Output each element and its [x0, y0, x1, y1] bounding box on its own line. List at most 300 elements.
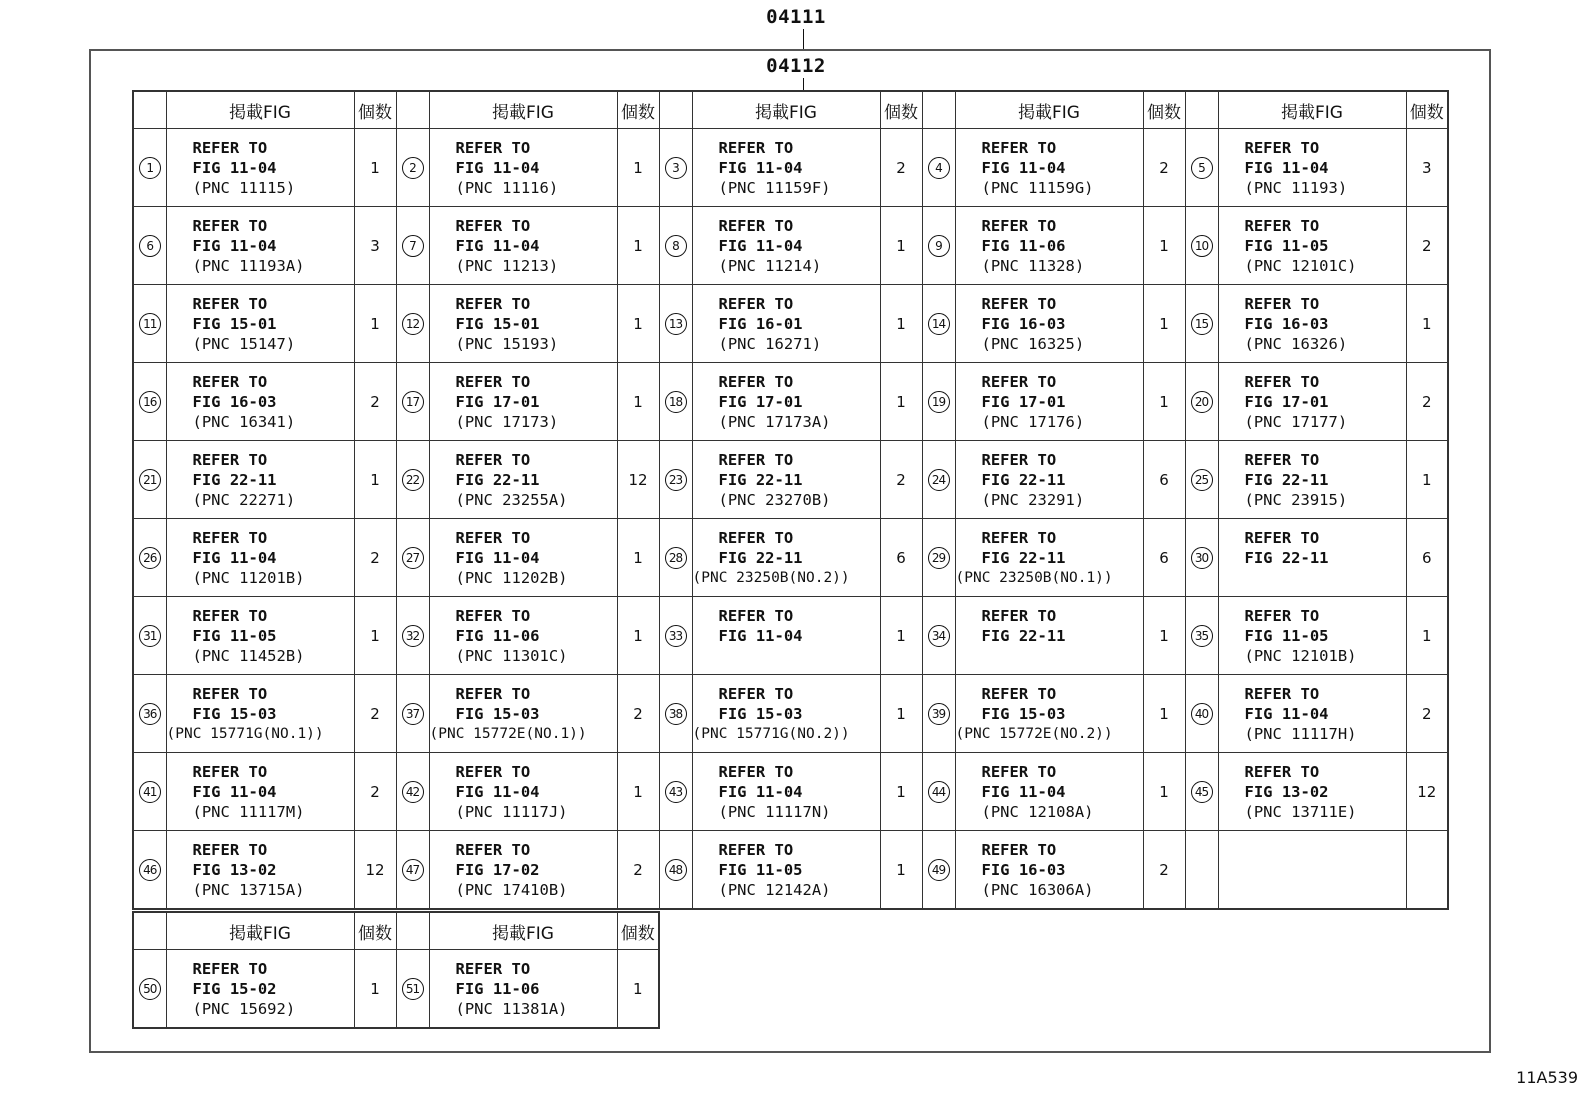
item-number-badge: 47	[402, 859, 424, 881]
item-number	[922, 207, 955, 285]
fig-number: FIG 11-04	[1244, 704, 1329, 723]
fig-number: FIG 17-01	[981, 392, 1066, 411]
pnc-number: (PNC 11214)	[718, 256, 822, 275]
item-quantity: 1	[617, 753, 659, 831]
pnc-number	[1219, 568, 1406, 588]
table-row	[133, 129, 1448, 207]
fig-reference	[166, 950, 354, 1029]
item-quantity: 6	[1406, 519, 1448, 597]
header-index-cell	[1185, 91, 1218, 129]
pnc-number: (PNC 23250B(NO.1))	[955, 569, 1113, 586]
item-quantity: 2	[1406, 207, 1448, 285]
fig-number: FIG 22-11	[718, 548, 803, 567]
fig-reference	[1218, 597, 1406, 675]
item-quantity: 6	[1143, 441, 1185, 519]
fig-number: FIG 15-02	[192, 979, 277, 998]
item-number-badge: 35	[1191, 625, 1213, 647]
item-number-badge: 15	[1191, 313, 1213, 335]
fig-reference	[955, 519, 1143, 597]
refer-to-label: REFER TO	[455, 138, 531, 157]
fig-reference	[955, 831, 1143, 910]
assembly-code: 04111	[766, 6, 826, 28]
item-number-badge: 33	[665, 625, 687, 647]
item-number-badge: 4	[928, 157, 950, 179]
item-quantity: 1	[880, 597, 922, 675]
item-number	[133, 519, 166, 597]
fig-number: FIG 11-04	[718, 158, 803, 177]
item-quantity: 1	[354, 597, 396, 675]
table-row	[133, 519, 1448, 597]
fig-number: FIG 22-11	[1244, 548, 1329, 567]
refer-to-label: REFER TO	[1244, 684, 1320, 703]
pnc-number: (PNC 17410B)	[455, 880, 568, 899]
header-fig: 掲載FIG	[955, 91, 1143, 129]
item-quantity	[1406, 831, 1448, 910]
item-number	[396, 207, 429, 285]
refer-to-label: REFER TO	[455, 606, 531, 625]
item-quantity: 2	[617, 831, 659, 910]
refer-to-label: REFER TO	[192, 450, 268, 469]
item-number	[922, 285, 955, 363]
item-number-badge: 29	[928, 547, 950, 569]
fig-number: FIG 22-11	[981, 548, 1066, 567]
item-number	[133, 597, 166, 675]
fig-reference	[692, 363, 880, 441]
item-quantity: 2	[354, 753, 396, 831]
pnc-number: (PNC 15771G(NO.1))	[166, 725, 324, 742]
fig-number: FIG 16-03	[981, 314, 1066, 333]
item-number	[133, 285, 166, 363]
item-quantity: 2	[1406, 363, 1448, 441]
fig-reference	[1218, 831, 1406, 910]
pnc-number: (PNC 16326)	[1244, 334, 1348, 353]
refer-to-label: REFER TO	[981, 372, 1057, 391]
pnc-number: (PNC 15772E(NO.1))	[429, 725, 587, 742]
reference-table-extra	[132, 911, 660, 1029]
item-number	[922, 831, 955, 910]
item-number	[922, 675, 955, 753]
refer-to-label: REFER TO	[192, 840, 268, 859]
item-quantity: 1	[617, 950, 659, 1029]
header-fig: 掲載FIG	[1218, 91, 1406, 129]
item-number	[133, 831, 166, 910]
item-number	[396, 753, 429, 831]
item-number-badge: 3	[665, 157, 687, 179]
pnc-number: (PNC 11301C)	[455, 646, 568, 665]
refer-to-label: REFER TO	[192, 762, 268, 781]
item-number	[1185, 285, 1218, 363]
pnc-number: (PNC 11193A)	[192, 256, 305, 275]
pnc-number: (PNC 17177)	[1244, 412, 1348, 431]
item-number-badge: 9	[928, 235, 950, 257]
item-number	[1185, 207, 1218, 285]
pnc-number: (PNC 15147)	[192, 334, 296, 353]
item-number	[133, 753, 166, 831]
refer-to-label: REFER TO	[718, 294, 794, 313]
pnc-number: (PNC 23270B)	[718, 490, 831, 509]
pnc-number: (PNC 23915)	[1244, 490, 1348, 509]
item-number-badge: 41	[139, 781, 161, 803]
item-number	[396, 597, 429, 675]
item-number-badge: 17	[402, 391, 424, 413]
item-number-badge: 50	[139, 978, 161, 1000]
item-number	[1185, 363, 1218, 441]
fig-reference	[429, 753, 617, 831]
item-number	[133, 675, 166, 753]
pnc-number: (PNC 11117H)	[1244, 724, 1357, 743]
fig-number: FIG 16-03	[192, 392, 277, 411]
fig-reference	[692, 597, 880, 675]
item-quantity: 1	[1143, 675, 1185, 753]
fig-reference	[955, 285, 1143, 363]
item-quantity: 1	[880, 207, 922, 285]
pnc-number: (PNC 15193)	[455, 334, 559, 353]
item-quantity: 2	[1143, 831, 1185, 910]
fig-number: FIG 11-06	[981, 236, 1066, 255]
pnc-number	[956, 646, 1143, 666]
fig-reference	[166, 363, 354, 441]
fig-number: FIG 11-06	[455, 979, 540, 998]
refer-to-label: REFER TO	[718, 216, 794, 235]
pnc-number: (PNC 11193)	[1244, 178, 1348, 197]
pnc-number: (PNC 16271)	[718, 334, 822, 353]
pnc-number: (PNC 11201B)	[192, 568, 305, 587]
fig-number: FIG 11-04	[455, 158, 540, 177]
fig-reference	[429, 285, 617, 363]
item-quantity: 6	[1143, 519, 1185, 597]
item-quantity: 2	[1143, 129, 1185, 207]
fig-reference	[166, 831, 354, 910]
item-number	[659, 519, 692, 597]
fig-reference	[166, 129, 354, 207]
header-qty: 個数	[880, 91, 922, 129]
item-number	[922, 363, 955, 441]
item-number-badge: 37	[402, 703, 424, 725]
refer-to-label: REFER TO	[192, 294, 268, 313]
item-number-badge: 1	[139, 157, 161, 179]
fig-number: FIG 11-04	[1244, 158, 1329, 177]
fig-reference	[429, 831, 617, 910]
fig-reference	[429, 207, 617, 285]
table-row	[133, 441, 1448, 519]
fig-number: FIG 17-01	[1244, 392, 1329, 411]
item-number	[133, 207, 166, 285]
item-number	[1185, 753, 1218, 831]
subassembly-code: 04112	[766, 55, 826, 77]
item-number-badge: 46	[139, 859, 161, 881]
item-number-badge: 5	[1191, 157, 1213, 179]
refer-to-label: REFER TO	[455, 762, 531, 781]
item-quantity: 1	[1143, 363, 1185, 441]
refer-to-label: REFER TO	[455, 372, 531, 391]
refer-to-label: REFER TO	[1244, 138, 1320, 157]
header-index-cell	[133, 91, 166, 129]
fig-reference	[429, 597, 617, 675]
refer-to-label: REFER TO	[455, 294, 531, 313]
pnc-number: (PNC 11381A)	[455, 999, 568, 1018]
header-index-cell	[922, 91, 955, 129]
item-number-badge: 51	[402, 978, 424, 1000]
item-number-badge: 45	[1191, 781, 1213, 803]
item-number-badge: 36	[139, 703, 161, 725]
refer-to-label: REFER TO	[718, 450, 794, 469]
fig-reference	[692, 441, 880, 519]
item-number	[659, 675, 692, 753]
item-number	[659, 441, 692, 519]
fig-number: FIG 11-04	[718, 626, 803, 645]
item-quantity: 1	[354, 129, 396, 207]
item-number-badge: 40	[1191, 703, 1213, 725]
fig-reference	[955, 441, 1143, 519]
fig-reference	[166, 207, 354, 285]
item-quantity: 1	[617, 519, 659, 597]
item-number	[396, 129, 429, 207]
item-quantity: 1	[1143, 753, 1185, 831]
pnc-number: (PNC 12142A)	[718, 880, 831, 899]
item-quantity: 2	[880, 129, 922, 207]
drawing-code: 11A539	[1516, 1068, 1578, 1087]
item-quantity: 1	[1406, 285, 1448, 363]
item-number-badge: 10	[1191, 235, 1213, 257]
refer-to-label: REFER TO	[192, 959, 268, 978]
item-quantity: 1	[617, 363, 659, 441]
item-number	[396, 363, 429, 441]
fig-number: FIG 11-05	[718, 860, 803, 879]
item-quantity: 12	[354, 831, 396, 910]
item-number-badge: 16	[139, 391, 161, 413]
pnc-number: (PNC 17173A)	[718, 412, 831, 431]
fig-reference	[429, 675, 617, 753]
item-number-badge: 44	[928, 781, 950, 803]
refer-to-label: REFER TO	[981, 294, 1057, 313]
fig-reference	[166, 285, 354, 363]
pnc-number: (PNC 23291)	[981, 490, 1085, 509]
table-row	[133, 363, 1448, 441]
item-number-badge: 6	[139, 235, 161, 257]
pnc-number: (PNC 11213)	[455, 256, 559, 275]
pnc-number: (PNC 15771G(NO.2))	[692, 725, 850, 742]
item-number-badge: 28	[665, 547, 687, 569]
item-number-badge: 14	[928, 313, 950, 335]
item-number	[659, 831, 692, 910]
fig-number: FIG 13-02	[1244, 782, 1329, 801]
fig-number: FIG 22-11	[718, 470, 803, 489]
fig-number: FIG 11-04	[455, 548, 540, 567]
item-number-badge: 8	[665, 235, 687, 257]
pnc-number: (PNC 11159G)	[981, 178, 1094, 197]
pnc-number: (PNC 13711E)	[1244, 802, 1357, 821]
refer-to-label: REFER TO	[718, 372, 794, 391]
refer-to-label: REFER TO	[192, 606, 268, 625]
fig-reference	[692, 129, 880, 207]
item-number	[1185, 519, 1218, 597]
item-quantity: 2	[354, 363, 396, 441]
item-quantity: 1	[354, 285, 396, 363]
item-number-badge: 22	[402, 469, 424, 491]
item-quantity: 1	[1143, 597, 1185, 675]
refer-to-label: REFER TO	[455, 528, 531, 547]
table-row	[133, 597, 1448, 675]
header-index-cell	[133, 912, 166, 950]
fig-reference	[429, 363, 617, 441]
item-number-badge: 23	[665, 469, 687, 491]
item-number-badge: 49	[928, 859, 950, 881]
refer-to-label: REFER TO	[981, 762, 1057, 781]
item-quantity: 1	[1143, 285, 1185, 363]
refer-to-label: REFER TO	[455, 216, 531, 235]
reference-table	[132, 90, 1449, 910]
refer-to-label: REFER TO	[455, 450, 531, 469]
item-number	[1185, 441, 1218, 519]
item-quantity: 1	[1143, 207, 1185, 285]
item-number-badge: 20	[1191, 391, 1213, 413]
header-index-cell	[659, 91, 692, 129]
header-qty: 個数	[617, 912, 659, 950]
item-quantity: 2	[1406, 675, 1448, 753]
refer-to-label: REFER TO	[981, 606, 1057, 625]
fig-number: FIG 17-01	[455, 392, 540, 411]
fig-reference	[692, 831, 880, 910]
header-qty: 個数	[1406, 91, 1448, 129]
fig-reference	[955, 207, 1143, 285]
item-quantity: 1	[880, 675, 922, 753]
fig-reference	[955, 597, 1143, 675]
fig-number: FIG 11-04	[718, 782, 803, 801]
fig-reference	[692, 285, 880, 363]
fig-number: FIG 22-11	[192, 470, 277, 489]
refer-to-label: REFER TO	[1244, 528, 1320, 547]
item-quantity: 2	[354, 519, 396, 597]
header-index-cell	[396, 912, 429, 950]
item-number	[922, 597, 955, 675]
fig-number: FIG 11-04	[718, 236, 803, 255]
item-quantity: 2	[617, 675, 659, 753]
header-fig: 掲載FIG	[429, 912, 617, 950]
item-number-badge: 25	[1191, 469, 1213, 491]
item-quantity: 1	[880, 285, 922, 363]
item-number	[659, 207, 692, 285]
item-quantity: 1	[354, 950, 396, 1029]
fig-number: FIG 15-03	[718, 704, 803, 723]
table-row	[133, 675, 1448, 753]
item-number-badge: 32	[402, 625, 424, 647]
item-number	[396, 519, 429, 597]
fig-number: FIG 11-04	[192, 782, 277, 801]
item-number	[396, 950, 429, 1029]
fig-reference	[429, 129, 617, 207]
pnc-number: (PNC 11117J)	[455, 802, 568, 821]
item-quantity: 1	[1406, 441, 1448, 519]
item-quantity: 1	[617, 129, 659, 207]
refer-to-label: REFER TO	[718, 606, 794, 625]
refer-to-label: REFER TO	[981, 450, 1057, 469]
refer-to-label: REFER TO	[192, 372, 268, 391]
refer-to-label: REFER TO	[192, 216, 268, 235]
leader-line-top	[803, 29, 804, 51]
fig-number: FIG 16-01	[718, 314, 803, 333]
table-row	[133, 753, 1448, 831]
item-number	[133, 441, 166, 519]
fig-number: FIG 17-02	[455, 860, 540, 879]
item-number	[396, 675, 429, 753]
fig-number: FIG 11-05	[192, 626, 277, 645]
fig-number: FIG 11-04	[455, 782, 540, 801]
fig-reference	[429, 950, 617, 1029]
item-number	[396, 831, 429, 910]
fig-reference	[1218, 753, 1406, 831]
fig-reference	[1218, 207, 1406, 285]
pnc-number: (PNC 11159F)	[718, 178, 831, 197]
header-fig: 掲載FIG	[166, 91, 354, 129]
fig-number: FIG 22-11	[1244, 470, 1329, 489]
fig-reference	[166, 441, 354, 519]
header-qty: 個数	[617, 91, 659, 129]
item-number	[1185, 597, 1218, 675]
fig-number: FIG 11-04	[981, 158, 1066, 177]
refer-to-label: REFER TO	[1244, 762, 1320, 781]
table-row	[133, 831, 1448, 910]
table-row	[133, 950, 659, 1029]
fig-number: FIG 22-11	[981, 470, 1066, 489]
pnc-number: (PNC 12108A)	[981, 802, 1094, 821]
item-number-badge: 26	[139, 547, 161, 569]
refer-to-label: REFER TO	[192, 684, 268, 703]
fig-number: FIG 15-01	[455, 314, 540, 333]
fig-number: FIG 11-06	[455, 626, 540, 645]
pnc-number: (PNC 16325)	[981, 334, 1085, 353]
fig-reference	[429, 441, 617, 519]
item-number	[922, 753, 955, 831]
item-number-badge: 42	[402, 781, 424, 803]
pnc-number: (PNC 11202B)	[455, 568, 568, 587]
item-number	[1185, 675, 1218, 753]
item-quantity: 1	[880, 753, 922, 831]
item-number-badge: 11	[139, 313, 161, 335]
refer-to-label: REFER TO	[455, 840, 531, 859]
fig-reference	[1218, 363, 1406, 441]
item-number-badge: 12	[402, 313, 424, 335]
refer-to-label: REFER TO	[981, 684, 1057, 703]
item-quantity: 1	[354, 441, 396, 519]
refer-to-label: REFER TO	[981, 216, 1057, 235]
item-quantity: 1	[617, 597, 659, 675]
header-qty: 個数	[354, 912, 396, 950]
refer-to-label: REFER TO	[981, 528, 1057, 547]
refer-to-label: REFER TO	[1244, 606, 1320, 625]
item-number-badge: 34	[928, 625, 950, 647]
item-quantity: 6	[880, 519, 922, 597]
item-number	[396, 441, 429, 519]
fig-reference	[1218, 129, 1406, 207]
header-row	[133, 91, 1448, 129]
refer-to-label: REFER TO	[981, 138, 1057, 157]
item-number-badge: 39	[928, 703, 950, 725]
refer-to-label: REFER TO	[718, 528, 794, 547]
fig-number: FIG 11-04	[981, 782, 1066, 801]
item-number-badge: 7	[402, 235, 424, 257]
fig-number: FIG 11-04	[192, 548, 277, 567]
fig-reference	[692, 519, 880, 597]
item-number	[922, 519, 955, 597]
fig-number: FIG 15-03	[192, 704, 277, 723]
item-number	[659, 129, 692, 207]
header-row	[133, 912, 659, 950]
fig-number: FIG 17-01	[718, 392, 803, 411]
fig-reference	[166, 675, 354, 753]
fig-reference	[955, 129, 1143, 207]
refer-to-label: REFER TO	[718, 840, 794, 859]
item-quantity: 1	[880, 363, 922, 441]
